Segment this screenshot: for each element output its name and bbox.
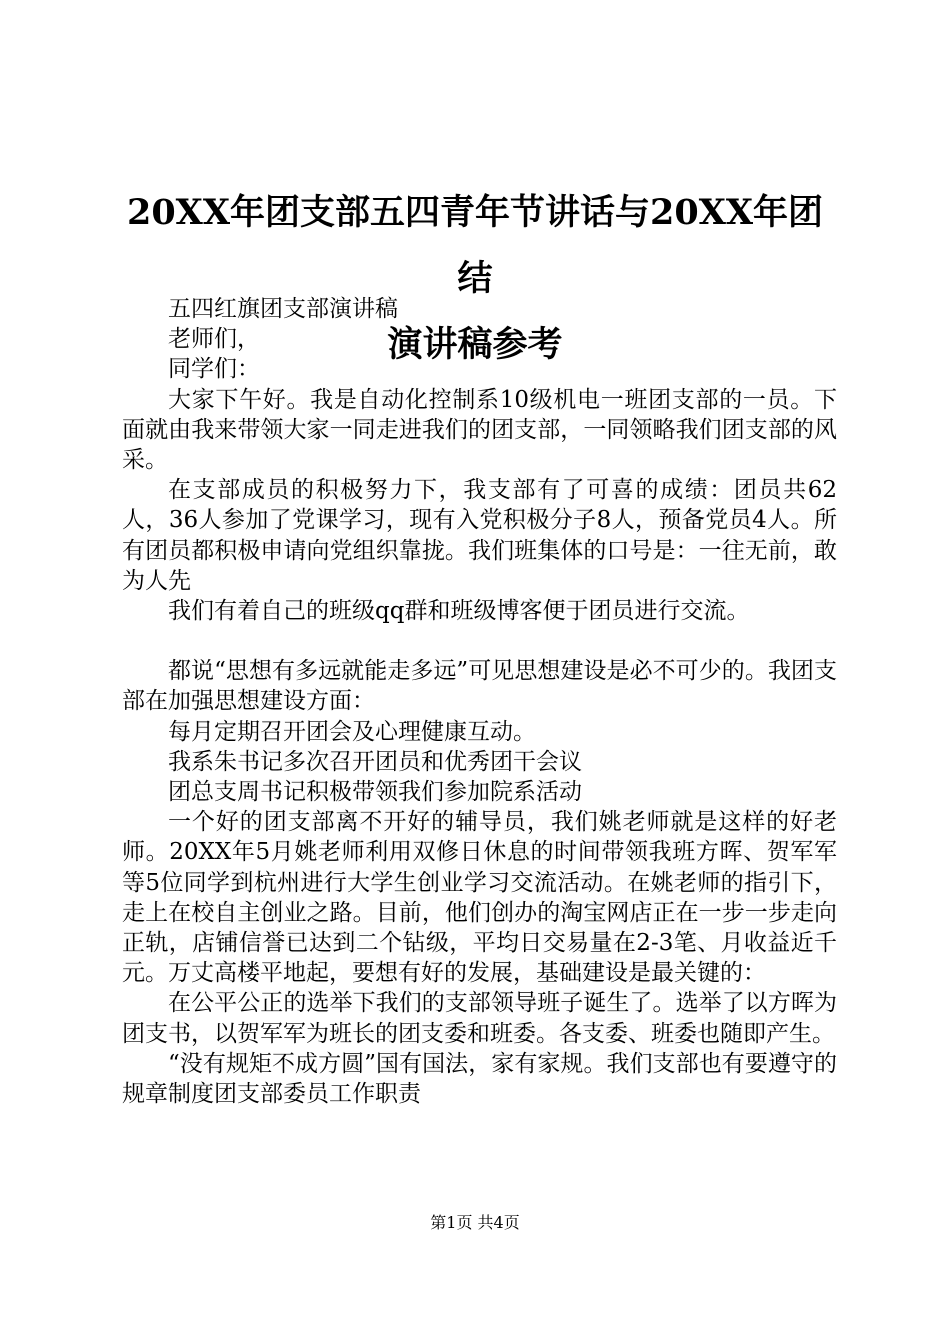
paragraph-achievements: 在支部成员的积极努力下，我支部有了可喜的成绩：团员共62人，36人参加了党课学习，现有入党积极分子8人，预备党员4人。所有团员都积极申请向党组织靠拢。我们班集体的口号是：一往无前，敢为人先 bbox=[122, 477, 837, 594]
paragraph-secretary-zhu: 我系朱书记多次召开团员和优秀团干会议 bbox=[168, 748, 582, 775]
page-footer bbox=[0, 1213, 950, 1233]
paragraph-election: 在公平公正的选举下我们的支部领导班子诞生了。选举了以方晖为团支书，以贺军军为班长的团支委和班委。各支委、班委也随即产生。 bbox=[122, 990, 837, 1047]
paragraph-greeting-students: 同学们： bbox=[168, 356, 260, 383]
paragraph-greeting-teachers: 老师们， bbox=[168, 326, 260, 353]
paragraph-communication: 我们有着自己的班级qq群和班级博客便于团员进行交流。 bbox=[168, 598, 750, 625]
paragraph-secretary-zhou: 团总支周书记积极带领我们参加院系活动 bbox=[168, 779, 582, 806]
page-number: 第1页 共4页 bbox=[430, 1213, 520, 1232]
paragraph-ideology: 都说“思想有多远就能走多远”可见思想建设是必不可少的。我团支部在加强思想建设方面： bbox=[122, 658, 837, 715]
title-line-1: 20XX年团支部五四青年节讲话与20XX年团结 bbox=[126, 192, 824, 299]
document-body bbox=[122, 294, 837, 1109]
paragraph-introduction: 大家下午好。我是自动化控制系10级机电一班团支部的一员。下面就由我来带领大家一同走进我们的团支部，一同领略我们团支部的风采。 bbox=[122, 386, 837, 474]
paragraph-counselor: 一个好的团支部离不开好的辅导员，我们姚老师就是这样的好老师。20XX年5月姚老师利用双修日休息的时间带领我班方晖、贺军军等5位同学到杭州进行大学生创业学习交流活动。在姚老师的指引下，走上在校自主创业之路。目前，他们创办的淘宝网店正在一步一步走向正轨，店铺信誉已达到二个钻级，平均日交易量在2-3笔、月收益近千元。万丈高楼平地起，要想有好的发展，基础建设是最关键的： bbox=[122, 809, 837, 987]
paragraph-monthly-meetings: 每月定期召开团会及心理健康互动。 bbox=[168, 718, 536, 745]
paragraph-speech-name: 五四红旗团支部演讲稿 bbox=[168, 296, 398, 322]
title-line-2: 演讲稿参考 bbox=[387, 324, 563, 365]
paragraph-rules: “没有规矩不成方圆”国有国法，家有家规。我们支部也有要遵守的规章制度团支部委员工作职责 bbox=[122, 1050, 837, 1108]
